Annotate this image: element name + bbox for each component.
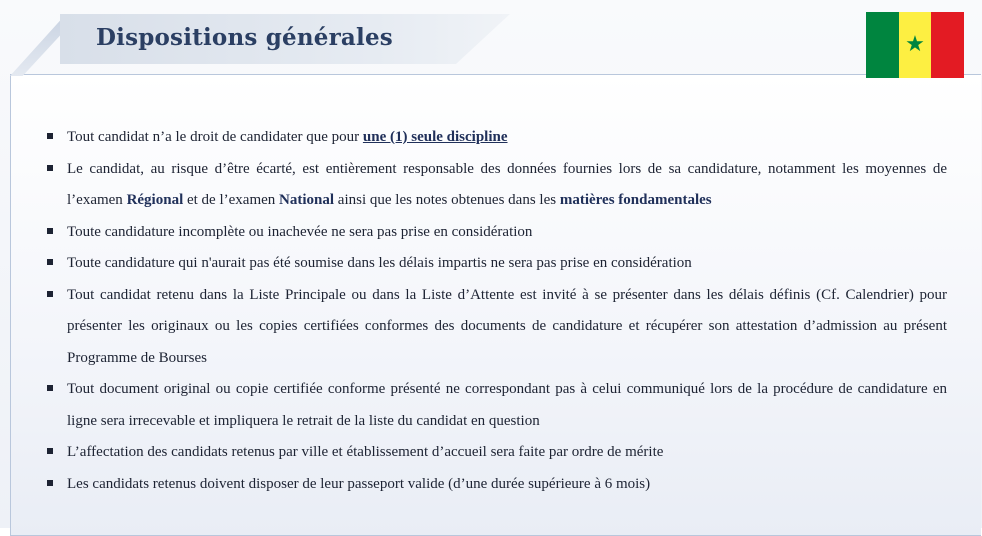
rules-list [47,122,947,500]
list-item [47,374,947,437]
list-item [47,122,947,154]
item-text: L’affectation des candidats retenus par ville et établissement d’accueil sera faite par ordre de mérite [67,444,664,460]
item-text: Le candidat, au risque d’être écarté, est entièrement responsable des données fournies lors de sa candidature, notamment les moyennes de l’examen [67,160,947,208]
item-emphasis: une (1) seule discipline [362,129,508,145]
list-item [47,154,947,217]
list-item [47,469,947,501]
bullet-icon [47,448,53,454]
list-item [47,437,947,469]
item-text: Toute candidature qui n'aurait pas été soumise dans les délais impartis ne sera pas prise en considération [67,255,692,271]
item-bold: Régional [126,192,184,208]
bullet-icon [47,259,53,265]
list-item [47,280,947,375]
list-item [47,248,947,280]
bullet-icon [47,291,53,297]
bullet-icon [47,165,53,171]
bullet-icon [47,385,53,391]
slide-title: Dispositions générales [96,24,393,51]
item-text: Toute candidature incomplète ou inachevée ne sera pas prise en considération [67,223,533,240]
item-bold: matières fondamentales [559,192,712,208]
item-text: ainsi que les notes obtenues dans les [334,192,560,208]
senegal-flag-icon [866,12,964,78]
bullet-icon [47,480,53,486]
list-item [47,217,947,249]
item-text: Tout candidat retenu dans la Liste Principale ou dans la Liste d’Attente est invité à se présenter dans les délais définis (Cf. Calendrier) pour présenter les originaux ou les copies certifiées conformes des documents de candidature et récupérer son attestation d’admission au présent Programme de Bourses [67,286,947,366]
item-text: et de l’examen [183,192,280,208]
bullet-icon [47,133,53,139]
item-bold: National [279,192,335,208]
star-icon: ★ [905,32,925,57]
item-text: Les candidats retenus doivent disposer de leur passeport valide (d’une durée supérieure à 6 mois) [67,475,651,492]
item-text: Tout candidat n’a le droit de candidater que pour [67,129,363,145]
bullet-icon [47,228,53,234]
item-text: Tout document original ou copie certifiée conforme présenté ne correspondant pas à celui communiqué lors de la procédure de candidature en ligne sera irrecevable et impliquera le retrait de la liste du candidat en question [67,381,947,429]
